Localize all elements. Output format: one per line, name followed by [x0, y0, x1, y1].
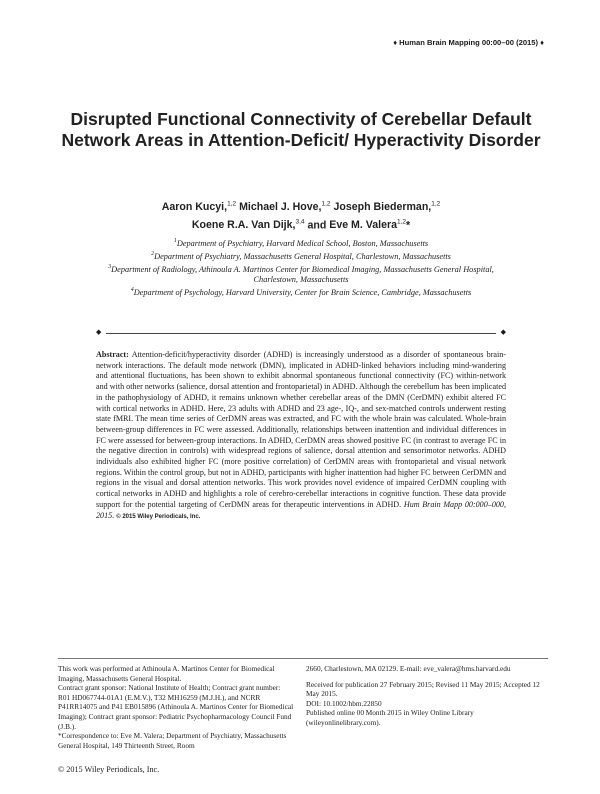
author-van-dijk[interactable]: Koene R.A. Van Dijk,$^{3,4}$	[191, 218, 305, 232]
footnotes-left	[58, 664, 294, 750]
author-list: Aaron Kucyi,$^{1,2}$ Michael J. Hove,$^{1,2}$ Joseph Biederman,$^{1,2}$ Koene R.A. Van Dijk,$^{3,4}$ and Eve M. Valera$^{1,2}$*	[161, 200, 441, 232]
footnote-address-email[interactable]: 2660, Charlestown, MA 02129. E-mail: eve_valera@hms.harvard.edu	[306, 664, 511, 673]
footnote-institution: This work was performed at Athinoula A. Martinos Center for Biomedical Imaging, Massachusetts General Hospital.	[58, 664, 275, 683]
abstract	[96, 350, 506, 522]
affiliation-4: $^4$Department of Psychology, Harvard University, Center for Brain Science, Cambridge, Massachusetts	[130, 287, 472, 298]
abstract-body: Attention-deficit/hyperactivity disorder (ADHD) is increasingly understood as a disorder of spontaneous brain-network interactions. The default mode network (DMN), implicated in ADHD-linked behaviors including mind-wandering and attentional fluctuations, has been shown to exhibit abnormal spontaneous functional connectivity (FC) within-network and with other networks (salience, dorsal attention and frontoparietal) in ADHD. Although the cerebellum has been implicated in the pathophysiology of ADHD, it remains unknown whether cerebellar areas of the DMN (CerDMN) exhibit altered FC with cortical networks in ADHD. Here, 23 adults with ADHD and 23 age-, IQ-, and sex-matched controls underwent resting state fMRI. The mean time series of CerDMN areas was extracted, and FC with the whole brain was calculated. Whole-brain between-group differences in FC were assessed. Additionally, relationships between inattention and individual differences in FC were assessed for between-group interactions. In ADHD, CerDMN areas showed positive FC (in contrast to average FC in the negative direction in controls) with widespread regions of salience, dorsal attention and sensorimotor networks. ADHD individuals also exhibited higher FC (more positive correlation) of CerDMN areas with frontoparietal and visual network regions. Within the control group, but not in ADHD, participants with higher inattention had higher FC between CerDMN and regions in the visual and dorsal attention networks. This work provides novel evidence of impaired CerDMN coupling with cortical networks in ADHD and highlights a role of cerebro-cerebellar interactions in cognitive function. These data provide support for the potential targeting of CerDMN areas for therapeutic interventions in ADHD.	[96, 350, 506, 509]
author-biederman[interactable]: Joseph Biederman,$^{1,2}$	[333, 200, 441, 213]
abstract-label: Abstract:	[96, 350, 129, 359]
abstract-citation: Hum Brain Mapp 00:000–000, 2015.	[96, 499, 506, 520]
footnote-grants: Contract grant sponsor: National Institute of Health; Contract grant number: R01 HD067744-01A1 (E.M.V.), T32 MH16259 (M.J.H.), and NCRR P41RR14075 and P41 EB015896 (Athinoula A. Martinos Center for Biomedical Imaging); Contract grant sponsor: Pediatric Psychopharmacology Council Fund (J.B.).	[58, 683, 294, 731]
author-kucyi[interactable]: Aaron Kucyi,$^{1,2}$	[161, 200, 237, 213]
article-title: Disrupted Functional Connectivity of Cerebellar Default Network Areas in Attention-Deficit/ Hyperactivity Disorder	[61, 109, 541, 150]
author-valera[interactable]: Eve M. Valera$^{1,2}$	[329, 218, 407, 232]
section-divider	[96, 329, 506, 337]
page-footer-copyright: © 2015 Wiley Periodicals, Inc.	[58, 765, 160, 774]
journal-header: ♦ Human Brain Mapping 00:00–00 (2015) ♦	[393, 38, 544, 47]
footnote-doi[interactable]: DOI: 10.1002/hbm.22850	[306, 698, 382, 708]
abstract-copyright: © 2015 Wiley Periodicals, Inc.	[116, 513, 201, 520]
affiliation-2: $^2$Department of Psychiatry, Massachusetts General Hospital, Charlestown, Massachusetts	[151, 250, 451, 261]
footnotes-right	[306, 664, 546, 728]
footnote-dates: Received for publication 27 February 2015; Revised 11 May 2015; Accepted 12 May 2015.	[306, 679, 540, 699]
diamond-icon: ◆	[96, 328, 102, 336]
footnote-correspondence: *Correspondence to: Eve M. Valera; Department of Psychiatry, Massachusetts General Hospital, 149 Thirteenth Street, Room	[58, 731, 287, 750]
affiliation-3: $^3$Department of Radiology, Athinoula A. Martinos Center for Biomedical Imaging, Massachusetts General Hospital, Charlestown, Massachusetts	[108, 263, 494, 285]
footnote-rule	[58, 658, 548, 659]
affiliations	[96, 236, 506, 298]
author-hove[interactable]: Michael J. Hove,$^{1,2}$	[239, 200, 331, 213]
diamond-icon: ◆	[500, 328, 506, 336]
affiliation-1: $^1$Department of Psychiatry, Harvard Medical School, Boston, Massachusetts	[173, 238, 429, 248]
footnote-published: Published online 00 Month 2015 in Wiley Online Library (wileyonlinelibrary.com).	[306, 708, 474, 727]
